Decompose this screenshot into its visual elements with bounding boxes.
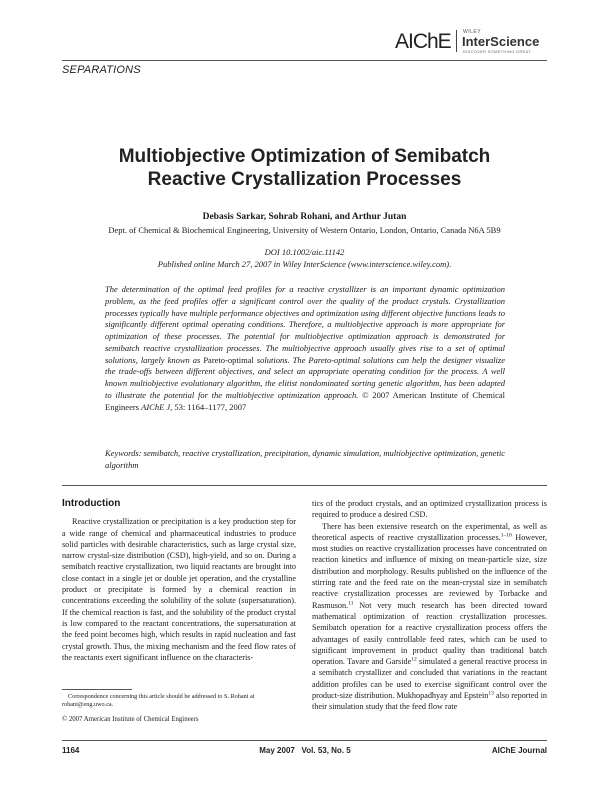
para2-text-d: simulated a general reactive process in a semibatch crystallizer and concluded that variations in the reactant addition profiles can be used to exercise significant control over the product-size distribution. Mukhopadhyay and Epstein bbox=[312, 657, 547, 701]
interscience-logo: InterScience bbox=[462, 34, 540, 49]
ref-superscript: 12 bbox=[411, 656, 417, 663]
footnote-rule bbox=[62, 689, 132, 690]
affiliation: Dept. of Chemical & Biochemical Engineering, University of Western Ontario, London, Ontario, Canada N6A 5B9 bbox=[108, 225, 501, 235]
aiche-logo: AIChE bbox=[395, 30, 451, 53]
issue-info: May 2007 Vol. 53, No. 5 bbox=[259, 746, 351, 755]
para2-text-c: Not very much research has been directed toward mathematical optimization of reaction crystallization processes. Semibatch operation for a reactive crystallization process offers the advantages of easily controllable feed rates, which can be used to significant improvement in product quality than traditional batch operation. Tavare and Garside bbox=[312, 600, 547, 667]
wiley-label: WILEY bbox=[463, 29, 482, 35]
interscience-tagline: DISCOVER SOMETHING GREAT bbox=[463, 49, 532, 54]
ref-superscript: 13 bbox=[488, 690, 494, 697]
logo-divider bbox=[456, 30, 457, 52]
title-line-2: Reactive Crystallization Processes bbox=[147, 169, 462, 190]
correspondence-footnote: Correspondence concerning this article should be addressed to S. Rohani at rohani@eng.uwo.ca. bbox=[62, 693, 255, 708]
right-column bbox=[312, 498, 547, 713]
abstract-text-1: The determination of the optimal feed profiles for a reactive crystallizer is an important dynamic optimization problem, as the feed profiles offer a significant control over the quality of the product crystals. Crystallization processes typically have multiple performance objectives and optimization using different objective functions leads to significantly different optimal operating conditions. Therefore, a multiobjective approach is more appropriate for optimization of these processes. The potential for multiobjective optimization approach is demonstrated for semibatch reactive crystallization processes. The multiobjective approach usually gives rise to a set of optimal solutions, largely known as bbox=[105, 284, 505, 365]
page-number: 1164 bbox=[62, 746, 80, 755]
para2-text-a: There has been extensive research on the experimental, as well as theoretical aspects of reactive crystallization processes. bbox=[312, 521, 547, 542]
section-label: SEPARATIONS bbox=[62, 64, 141, 76]
para2-text-b: However, most studies on reactive crystallization processes have concentrated on reaction kinetics and influence of mixing on mean-particle size, size distribution and morphology. Results published on the influence of the stirring rate and the feed rate on the mean-crystal size in semibatch reactive crystallization processes are reviewed by Torbacke and Rasmuson. bbox=[312, 532, 548, 610]
doi: DOI 10.1002/aic.11142 bbox=[264, 247, 345, 257]
intro-paragraph: Reactive crystallization or precipitation is a key production step for a wide range of chemical and pharmaceutical industries to produce solid particles with desirable characteristics, such as large crystal size, narrow crystal-size distribution (CSD), high-yield, and so on. During a semibatch reactive crystallization, two liquid reactants are brought into close contact in a single jet or double jet operation, and the crystalline product or precipitate is formed by a chemical reaction in concentrations exceeding the solubility of the solute (supersaturation). If the chemical reaction is fast, and the solubility of the product crystal is low compared to the reactant concentrations, the supersaturation at the feed point becomes high, which results in rapid nucleation and fast crystal growth. Thus, the mixing mechanism and the feed flow rates of the reactants exert significant influence on the characteris- bbox=[62, 517, 296, 662]
copyright-notice: © 2007 American Institute of Chemical Engineers bbox=[62, 716, 199, 723]
left-column bbox=[62, 498, 296, 663]
introduction-heading: Introduction bbox=[62, 498, 121, 509]
header-rule bbox=[62, 60, 547, 61]
journal-name: AIChE Journal bbox=[491, 746, 547, 755]
publication-info: Published online March 27, 2007 in Wiley InterScience (www.interscience.wiley.com). bbox=[157, 259, 452, 269]
para2-text-e: also reported in their simulation study that the feed flow rate bbox=[312, 691, 547, 712]
article-title bbox=[62, 145, 547, 191]
abstract bbox=[105, 284, 505, 413]
abstract-journal: AIChE J bbox=[141, 401, 171, 412]
title-line-1: Multiobjective Optimization of Semibatch bbox=[118, 146, 491, 167]
abstract-copyright: © 2007 American Institute of Chemical Engineers bbox=[105, 389, 505, 412]
right-paragraph-2 bbox=[312, 521, 547, 713]
abstract-text-2: solutions. The Pareto-optimal solutions can help the designer visualize the trade-offs between different objectives, and select an appropriate operating condition for the process. A well known multiobjective evolutionary algorithm, the elitist nondominated sorting genetic algorithm, has been adapted to illustrate the potential for the multiobjective optimization approach. bbox=[105, 354, 506, 400]
abstract-pareto-term: Pareto-optimal bbox=[203, 354, 254, 365]
authors: Debasis Sarkar, Sohrab Rohani, and Arthur Jutan bbox=[202, 212, 407, 222]
abstract-citation: , 53: 1164–1177, 2007 bbox=[170, 401, 247, 412]
keywords: Keywords: semibatch, reactive crystallization, precipitation, dynamic simulation, multiobjective optimization, genetic algorithm bbox=[105, 448, 505, 470]
abstract-rule bbox=[62, 485, 547, 486]
ref-superscript: 1–10 bbox=[500, 532, 512, 539]
ref-superscript: 11 bbox=[348, 599, 354, 606]
footer-rule bbox=[62, 740, 547, 741]
right-paragraph-1: tics of the product crystals, and an optimized crystallization process is required to produce a desired CSD. bbox=[312, 499, 547, 520]
